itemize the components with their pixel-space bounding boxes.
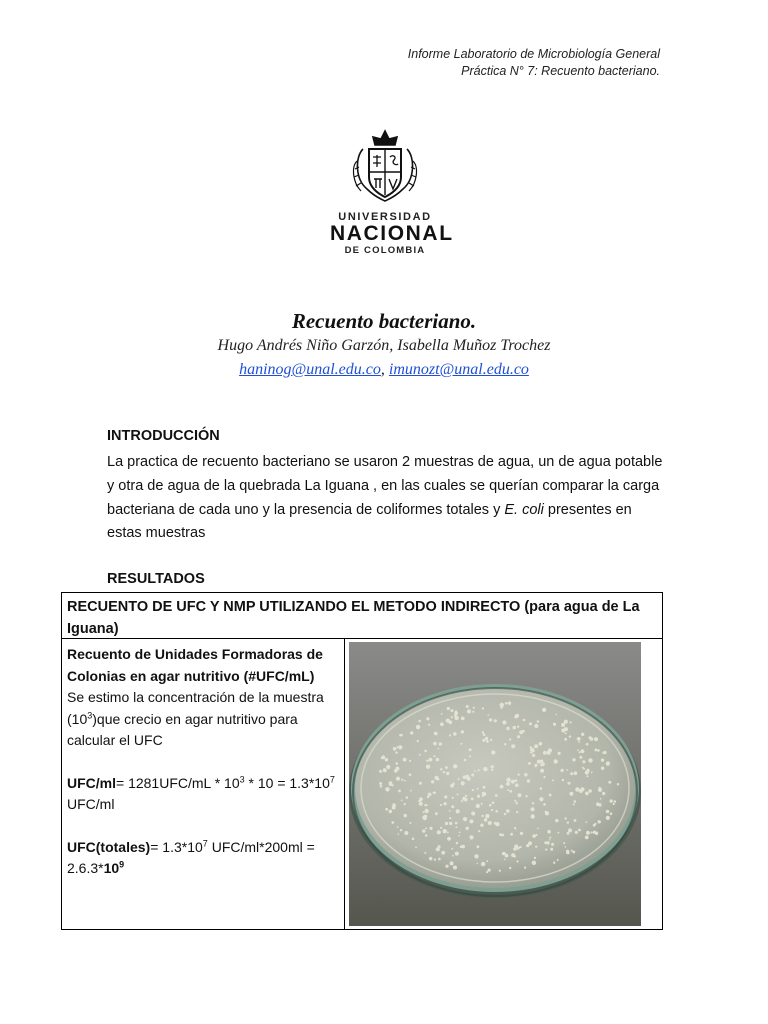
table-header: RECUENTO DE UFC Y NMP UTILIZANDO EL METODO INDIRECTO (para agua de La Iguana) xyxy=(62,593,662,639)
document-title: Recuento bacteriano. xyxy=(291,309,477,333)
desc-superscript: 3 xyxy=(87,709,93,720)
results-table xyxy=(61,592,663,930)
intro-heading: INTRODUCCIÓN xyxy=(107,428,220,444)
tot-sup-2: 9 xyxy=(119,859,125,870)
tot-base: 10 xyxy=(103,860,120,876)
ufc-text-2: * 10 = 1.3*10 xyxy=(244,774,330,791)
header-line-2: Práctica N° 7: Recuento bacteriano. xyxy=(461,64,660,78)
cell-title: Recuento de Unidades Formadoras de Colonias en agar nutritivo (#UFC/mL) xyxy=(67,646,323,684)
results-text-cell xyxy=(62,639,345,929)
ufc-ml-formula xyxy=(67,773,339,816)
email-link-2[interactable]: imunozt@unal.edu.co xyxy=(388,361,529,378)
tot-text-1: = 1.3*10 xyxy=(150,838,203,855)
tot-text-2: UFC/ml*200ml = 2.6.3* xyxy=(67,838,315,876)
header-line-1: Informe Laboratorio de Microbiología General xyxy=(407,47,660,61)
logo-line-2: NACIONAL xyxy=(330,222,454,245)
method-description xyxy=(67,687,339,752)
logo-line-3: DE COLOMBIA xyxy=(344,245,426,256)
authors: Hugo Andrés Niño Garzón, Isabella Muñoz Trochez xyxy=(217,337,551,354)
ufc-ml-label: UFC/ml xyxy=(67,774,116,791)
intro-text-1: La practica de recuento bacteriano se usaron 2 muestras de agua, un de agua potable y otra de agua de la quebrada La Iguana , en las cuales se querían comparar la carga bacteriana de cada uno y la presencia de coliformes totales y xyxy=(107,454,663,518)
ufc-text-3: UFC/ml xyxy=(67,796,115,812)
intro-text-2: presentes en estas muestras xyxy=(107,501,632,542)
ufc-sup-1: 3 xyxy=(239,773,245,784)
email-link-1[interactable]: haninog@unal.edu.co xyxy=(239,361,381,378)
ufc-text-1: = 1281UFC/mL * 10 xyxy=(116,774,240,791)
author-emails xyxy=(0,361,768,379)
ufc-total-formula xyxy=(67,837,339,880)
tot-sup-1: 7 xyxy=(202,837,208,848)
ufc-sup-2: 7 xyxy=(329,773,335,784)
desc-text-1: Se estimo la concentración de la muestra (10 xyxy=(67,689,324,727)
intro-paragraph xyxy=(107,451,667,546)
petri-dish-image xyxy=(349,642,641,926)
ufc-total-label: UFC(totales) xyxy=(67,838,151,855)
document-header xyxy=(408,46,660,80)
university-logo xyxy=(330,127,454,269)
email-separator: , xyxy=(380,361,389,378)
desc-text-2: )que crecio en agar nutritivo para calcular el UFC xyxy=(67,710,298,748)
logo-line-1: UNIVERSIDAD xyxy=(338,211,432,223)
intro-italic-species: E. coli xyxy=(504,501,544,518)
petri-dish-photo xyxy=(349,642,641,926)
university-seal-icon xyxy=(349,127,421,205)
results-heading: RESULTADOS xyxy=(107,571,205,587)
